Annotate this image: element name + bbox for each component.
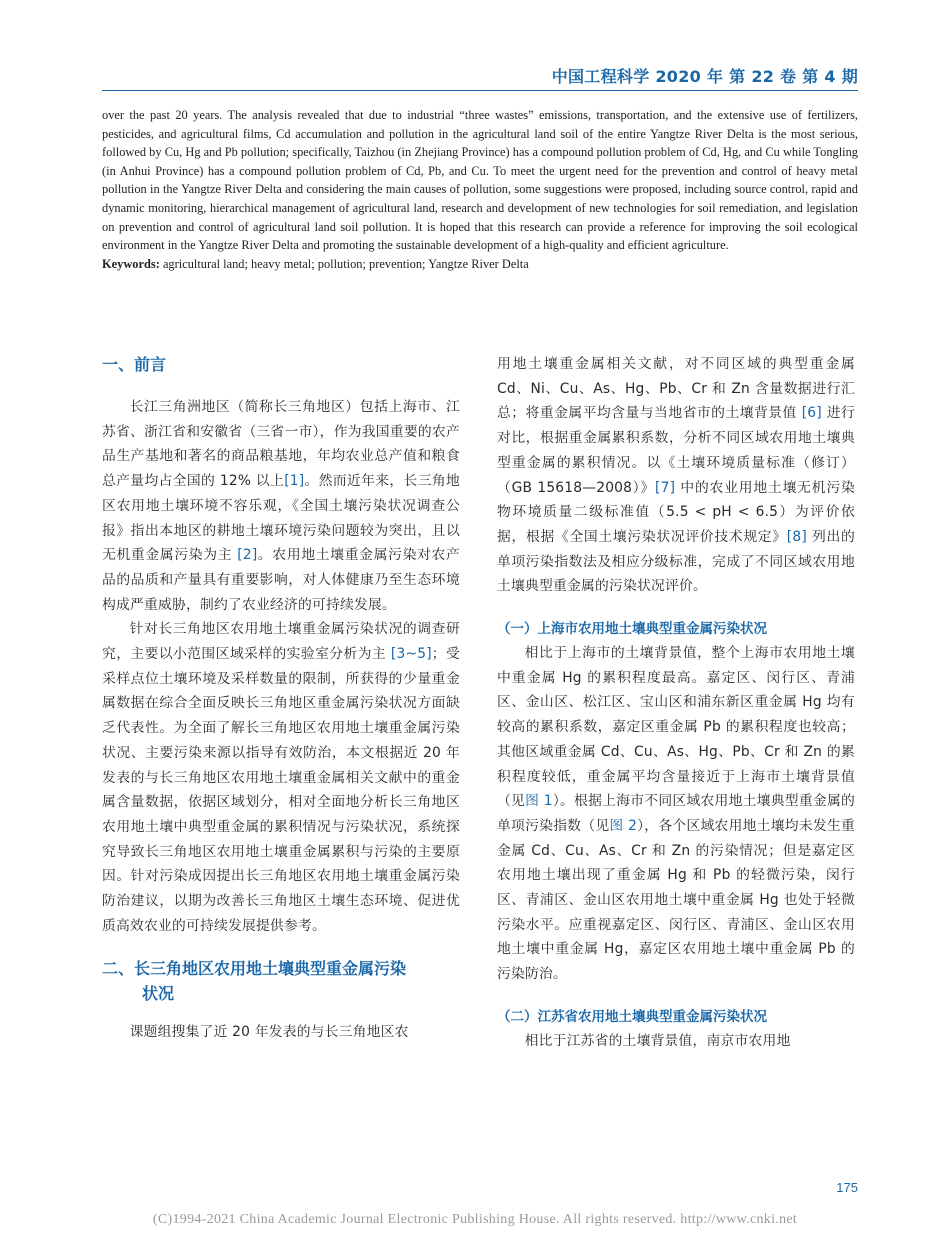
keywords-text: agricultural land; heavy metal; pollution; prevention; Yangtze River Delta [162, 256, 529, 271]
text-run: 。然而近年来，长三角地区农用地土壤环境不容乐观，《全国土壤污染状况调查公报》指出本地区的耕地土壤环境污染问题较为突出，且以无机重金属污染为主 [102, 473, 460, 564]
page-number: 175 [836, 1180, 858, 1195]
section-2-title [102, 956, 460, 1006]
paragraph [497, 641, 855, 987]
paragraph [102, 617, 460, 938]
text-run: 中的农业用地土壤无机污染物环境质量二级标准值（5.5 < pH < 6.5）为评价依据，根据《全国土壤污染状况评价技术规定》 [497, 479, 855, 545]
figure-link[interactable]: 图 1 [525, 793, 553, 810]
text-run: 列出的单项污染指数法及相应分级标准，完成了不同区域农用地土壤典型重金属的污染状况评价。 [497, 528, 856, 595]
paragraph [102, 395, 460, 617]
journal-title: 中国工程科学 2020 年 第 22 卷 第 4 期 [551, 67, 858, 86]
left-column [102, 352, 460, 1045]
header-rule [102, 90, 858, 91]
section-1-title: 一、前言 [102, 355, 167, 374]
text-run: 用地土壤重金属相关文献，对不同区域的典型重金属 Cd、Ni、Cu、As、Hg、Pb、Cr 和 Zn 含量数据进行汇总；将重金属平均含量与当地省市的土壤背景值 [497, 356, 855, 422]
paragraph [497, 352, 855, 599]
text-run: ）。根据上海市不同区域农用地土壤典型重金属的单项污染指数（见 [497, 793, 856, 834]
text-run: 长江三角洲地区（简称长三角地区）包括上海市、江苏省、浙江省和安徽省（三省一市），作为我国重要的农产品生产基地和著名的商品粮基地，年均农业总产值和粮食总产量均占全国的 12% 以上 [102, 399, 460, 490]
keywords-line [102, 255, 858, 274]
figure-link[interactable]: 图 2 [609, 817, 638, 834]
text-run: ），各个区域农用地土壤均未发生重金属 Cd、Cu、As、Cr 和 Zn 的污染情况；但是嘉定区农用地土壤出现了重金属 Hg 和 Pb 的轻微污染，闵行区、青浦区、金山区农用地土壤中重金属 Hg 也处于轻微污染水平。应重视嘉定区、闵行区、青浦区、金山区农用地土壤中重金属 Hg，嘉定区农用地土壤中重金属 Pb 的污染防治。 [497, 817, 855, 983]
section-2-title-line2: 状况 [142, 984, 175, 1004]
text-run: ；受采样点位土壤环境及采样数量的限制，所获得的少量重金属数据在综合全面反映长三角地区重金属污染状况方面缺乏代表性。为全面了解长三角地区农用地土壤重金属污染状况、主要污染来源以指导有效防治，本文根据近 20 年发表的与长三角地区农用地土壤重金属相关文献中的重金属含量数据，依据区域划分，相对全面地分析长三角地区农用地土壤中典型重金属的累积情况与污染状况，系统探究导致长三角地区农用地土壤重金属累积与污染的主要原因。针对污染成因提出长三角地区农用地土壤重金属污染防治建议，以期为改善长三角地区土壤生态环境、促进优质高效农业的可持续发展提供参考。 [102, 646, 460, 934]
citation-link[interactable]: [1] [284, 473, 305, 490]
citation-link[interactable]: [3~5] [390, 646, 432, 663]
text-run: 相比于上海市的土壤背景值，整个上海市农用地土壤中重金属 Hg 的累积程度最高。嘉定区、闵行区、青浦区、金山区、松江区、宝山区和浦东新区重金属 Hg 均有较高的累积系数，嘉定区重金属 Pb 的累积程度也较高；其他区域重金属 Cd、Cu、As、Hg、Pb、Cr 和 Zn 的累积程度较低，重金属平均含量接近于上海市土壤背景值（见 [497, 645, 855, 810]
right-column [497, 352, 855, 1054]
subsection-1-title: （一）上海市农用地土壤典型重金属污染状况 [497, 621, 767, 638]
copyright-footer: (C)1994-2021 China Academic Journal Electronic Publishing House. All rights reserved. http://www.cnki.net [152, 1212, 798, 1227]
citation-link[interactable]: [2] [237, 547, 258, 564]
paragraph: 相比于江苏省的土壤背景值，南京市农用地 [524, 1032, 791, 1049]
text-run: 。农用地土壤重金属污染对农产品的品质和产量具有重要影响，对人体健康乃至生态环境构成严重威胁，制约了农业经济的可持续发展。 [102, 547, 460, 613]
text-run: 针对长三角地区农用地土壤重金属污染状况的调查研究，主要以小范围区域采样的实验室分析为主 [102, 621, 460, 663]
citation-link[interactable]: [6] [801, 405, 822, 422]
abstract-text: over the past 20 years. The analysis revealed that due to industrial “three wastes” emissions, transportation, and the extensive use of fertilizers, pesticides, and agricultural films, Cd accumulation and pollution in the agricultural land soil of the entire Yangtze River Delta is the most serious, followed by Cu, Hg and Pb pollution; specifically, Taizhou (in Zhejiang Province) has a compound pollution problem of Cd, Hg, and Cu while Tongling (in Anhui Province) has a compound pollution problem of Cd, Pb, and Cu. To meet the urgent need for the prevention and control of heavy metal pollution in the Yangtze River Delta and considering the main causes of pollution, some suggestions were proposed, including source control, rapid and dynamic monitoring, hierarchical management of agricultural land, research and development of new technologies for soil remediation, and legislation on prevention and control of agricultural land soil pollution. It is hoped that this research can provide a reference for improving the soil ecological environment in the Yangtze River Delta and promoting the sustainable development of a high-quality and efficient agriculture. [102, 108, 858, 253]
page-header [0, 0, 950, 100]
text-run: 进行对比，根据重金属累积系数，分析不同区域农用地土壤典型重金属的累积情况。以《土壤环境质量标准（修订）（GB 15618—2008）》 [497, 405, 855, 496]
keywords-label: Keywords: [102, 256, 160, 271]
subsection-2-title: （二）江苏省农用地土壤典型重金属污染状况 [497, 1008, 767, 1025]
citation-link[interactable]: [7] [655, 479, 676, 496]
english-abstract [102, 106, 858, 273]
section-2-title-line1: 二、长三角地区农用地土壤典型重金属污染 [102, 959, 407, 979]
paragraph: 课题组搜集了近 20 年发表的与长三角地区农 [129, 1024, 409, 1041]
citation-link[interactable]: [8] [786, 528, 807, 545]
